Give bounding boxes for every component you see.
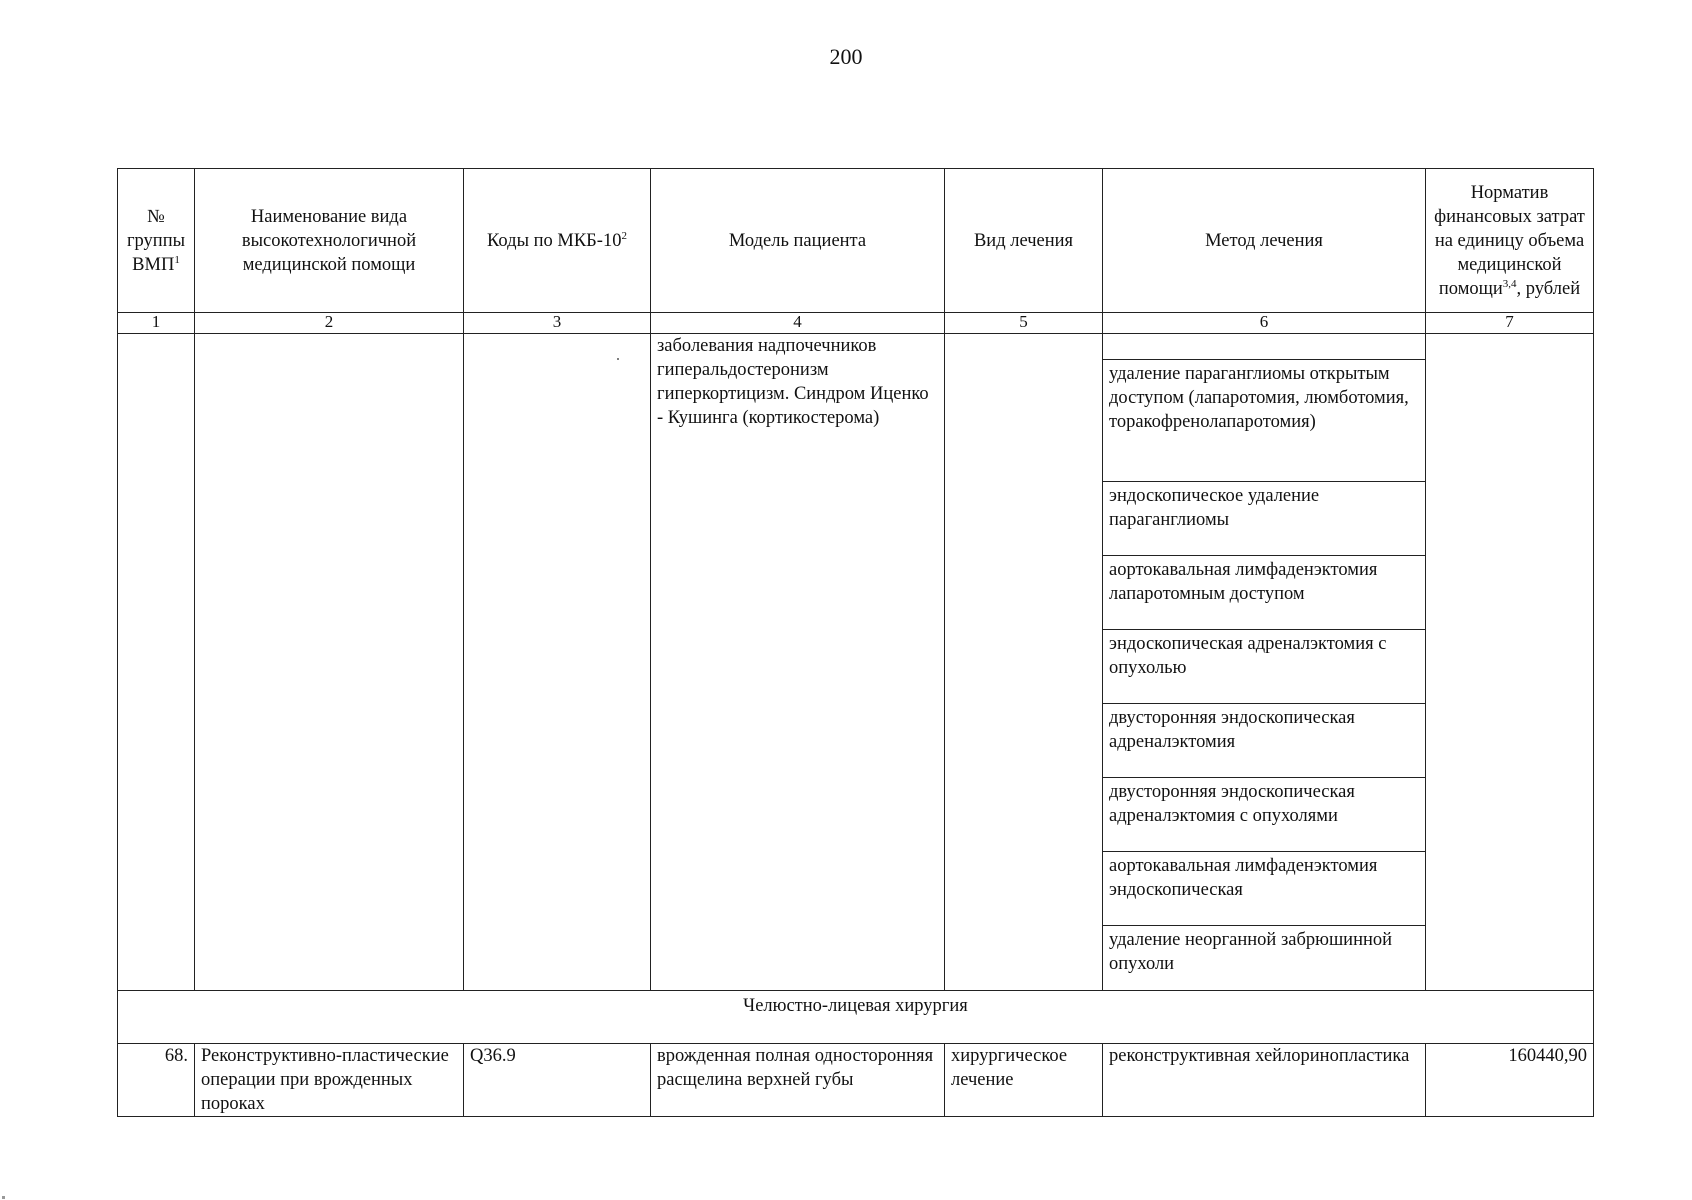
treatment-methods-cell [1103,334,1426,991]
name-cell [195,334,464,991]
column-index: 1 [118,313,195,334]
header-group-no: № группы ВМП$^1$ [118,169,195,313]
method-item: аортокавальная лимфаденэктомия лапаротомным доступом [1103,556,1425,630]
name-cell: Реконструктивно-пластические операции при врожденных пороках [195,1044,464,1117]
icd-codes-cell [464,334,651,991]
vmp-table [117,168,1594,1117]
icd-codes-cell: Q36.9 [464,1044,651,1117]
method-item: удаление неорганной забрюшинной опухоли [1109,930,1393,974]
section-row [118,991,1594,1044]
column-index: 3 [464,313,651,334]
treatment-type-cell: хирургическое лечение [945,1044,1103,1117]
patient-model-cell: врожденная полная односторонняя расщелина верхней губы [651,1044,945,1117]
header-treatment-type: Вид лечения [945,169,1103,313]
continuation-row [118,334,1594,991]
method-item: удаление параганглиомы открытым доступом (лапаротомия, люмботомия, торакофренолапаротомия) [1103,360,1425,482]
patient-model-cell: заболевания надпочечников гиперальдостеронизм гиперкортицизм. Синдром Иценко - Кушинга (кортикостерома) [651,334,945,991]
group-no-cell: 68. [118,1044,195,1117]
scan-speck [2,1196,5,1199]
table-row [118,1044,1594,1117]
header-name: Наименование вида высокотехнологичной медицинской помощи [195,169,464,313]
treatment-type-cell [945,334,1103,991]
column-index: 7 [1426,313,1594,334]
column-index: 6 [1103,313,1426,334]
method-item: аортокавальная лимфаденэктомия эндоскопическая [1103,852,1425,926]
column-index: 4 [651,313,945,334]
method-item: двусторонняя эндоскопическая адреналэктомия с опухолями [1103,778,1425,852]
treatment-method-cell: реконструктивная хейлоринопластика [1103,1044,1426,1117]
cost-norm-cell [1426,334,1594,991]
header-cost-norm: Норматив финансовых затрат на единицу объема медицинской помощи$^{3,4}$, рублей [1426,169,1594,313]
cost-norm-cell: 160440,90 [1426,1044,1594,1117]
header-icd-codes: Коды по МКБ-$10^2$ [464,169,651,313]
method-item: двусторонняя эндоскопическая адреналэктомия [1103,704,1425,778]
header-treatment-method: Метод лечения [1103,169,1426,313]
scan-speck [617,358,619,360]
method-item [1103,334,1425,360]
column-index: 2 [195,313,464,334]
method-item: эндоскопическая адреналэктомия с опухолью [1103,630,1425,704]
header-patient-model: Модель пациента [651,169,945,313]
group-no-cell [118,334,195,991]
section-title: Челюстно-лицевая хирургия [118,991,1594,1044]
header-row [118,169,1594,313]
method-item: эндоскопическое удаление параганглиомы [1103,482,1425,556]
column-index: 5 [945,313,1103,334]
page-number: 200 [829,44,863,69]
column-index-row [118,313,1594,334]
